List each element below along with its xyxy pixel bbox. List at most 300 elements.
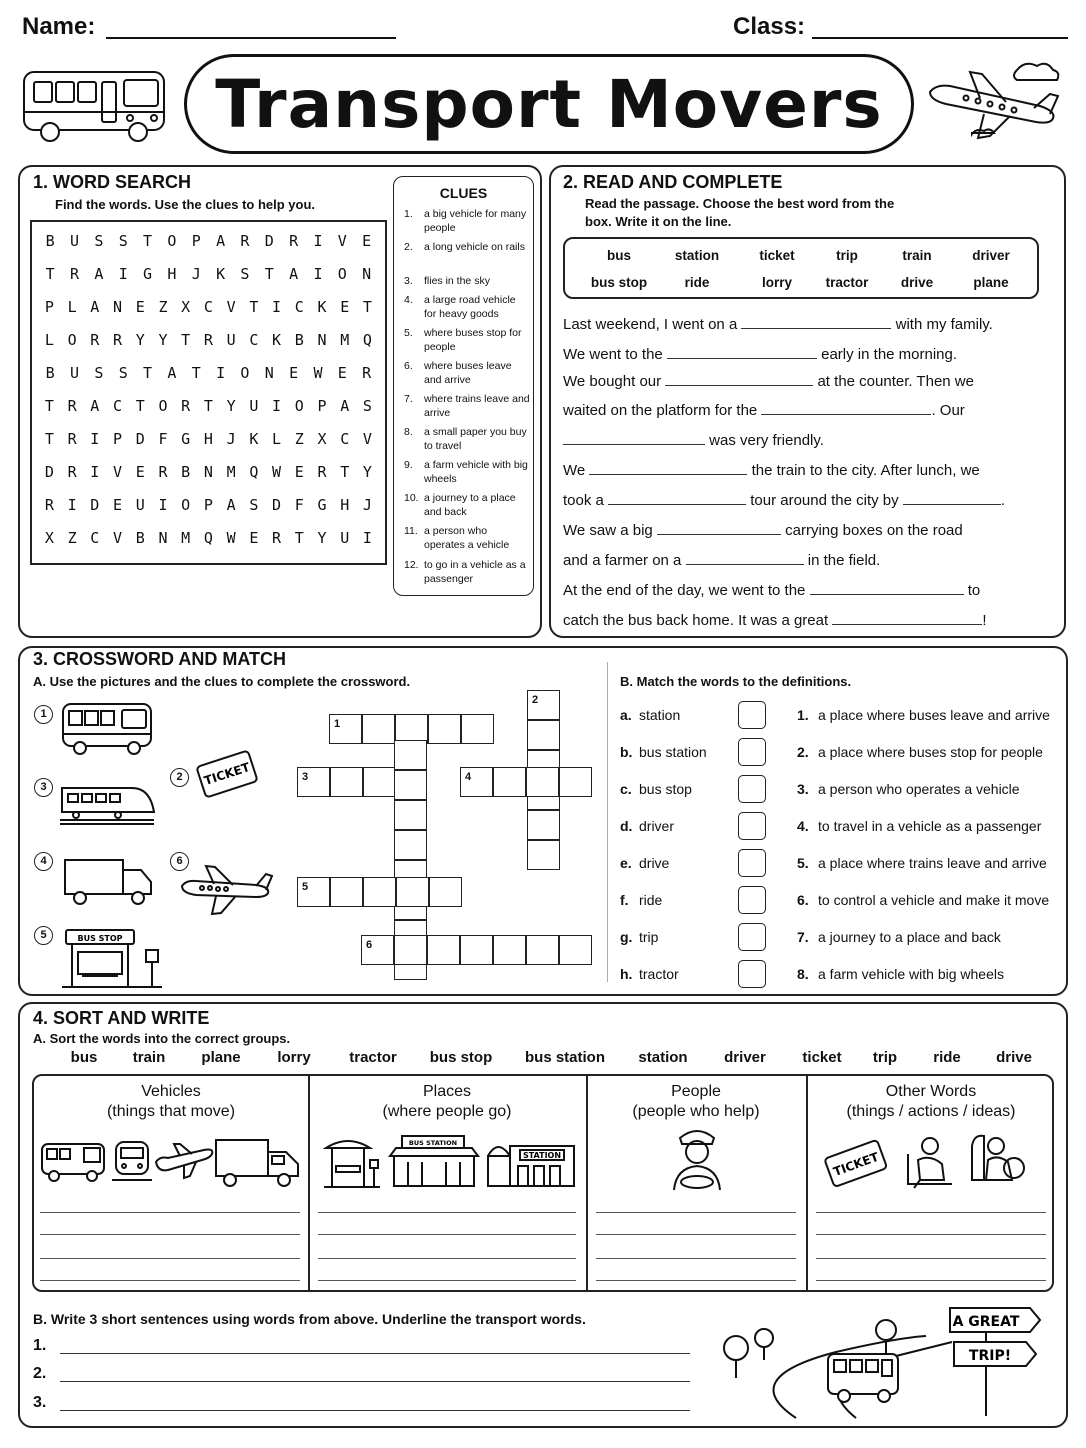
passage-line-10: [563, 581, 980, 599]
sort-word: bus stop: [429, 1049, 493, 1066]
word-search-letter[interactable]: E: [135, 298, 145, 316]
word-search-letter[interactable]: O: [158, 397, 168, 415]
clue-number: 4.: [404, 294, 413, 306]
word-search-letter[interactable]: I: [90, 463, 100, 481]
word-search-letter[interactable]: N: [317, 331, 327, 349]
crossword-cell[interactable]: [428, 714, 461, 744]
word-search-letter[interactable]: T: [143, 232, 153, 250]
writing-line[interactable]: [816, 1212, 1046, 1213]
word-search-letter[interactable]: I: [272, 298, 282, 316]
word-search-letter[interactable]: O: [240, 364, 250, 382]
word-search-letter[interactable]: N: [264, 364, 274, 382]
word-search-letter[interactable]: B: [294, 331, 304, 349]
word-search-letter[interactable]: I: [362, 529, 372, 547]
word-search-row: [32, 463, 385, 481]
word-search-letter[interactable]: V: [362, 430, 372, 448]
word-search-letter[interactable]: C: [294, 298, 304, 316]
word-search-letter[interactable]: I: [158, 496, 168, 514]
sort-word: bus: [70, 1049, 98, 1066]
match-word: bus station: [639, 744, 707, 760]
picture-number: 3: [34, 778, 53, 797]
word-search-letter[interactable]: Y: [158, 331, 168, 349]
ticket-icon: [824, 1138, 890, 1190]
blank[interactable]: [665, 372, 813, 386]
word-search-letter[interactable]: U: [70, 364, 80, 382]
word-search-letter[interactable]: F: [294, 496, 304, 514]
crossword-cell[interactable]: [362, 714, 395, 744]
word-search-letter[interactable]: A: [226, 496, 236, 514]
word-search-letter[interactable]: A: [90, 298, 100, 316]
crossword-cell[interactable]: [363, 877, 396, 907]
word-search-letter[interactable]: X: [317, 430, 327, 448]
crossword-cell[interactable]: [394, 770, 427, 800]
crossword-cell[interactable]: [394, 740, 427, 770]
word-box-item: station: [674, 248, 720, 263]
clue-item: [404, 207, 530, 235]
blank[interactable]: [810, 581, 964, 595]
sentence-number: 2.: [33, 1365, 47, 1382]
match-answer-box[interactable]: [738, 849, 766, 877]
word-search-letter[interactable]: N: [203, 463, 213, 481]
sentence-line-2[interactable]: [60, 1381, 690, 1382]
word-search-letter[interactable]: J: [362, 496, 372, 514]
blank[interactable]: [832, 611, 982, 625]
word-search-letter[interactable]: H: [340, 496, 350, 514]
word-search-letter[interactable]: S: [94, 364, 104, 382]
crossword-cell[interactable]: [330, 767, 363, 797]
match-answer-box[interactable]: [738, 886, 766, 914]
page-title: Transport Movers: [215, 65, 883, 143]
word-search-letter[interactable]: U: [340, 529, 350, 547]
match-definition: a farm vehicle with big wheels: [818, 966, 1004, 982]
passage-text: and a farmer on a: [563, 552, 682, 569]
picture-number: 1: [34, 705, 53, 724]
word-box-item: tractor: [825, 275, 869, 290]
word-search-letter[interactable]: E: [113, 496, 123, 514]
word-search-letter[interactable]: E: [135, 463, 145, 481]
crossword-cell[interactable]: [461, 714, 494, 744]
blank[interactable]: [903, 491, 1001, 505]
blank[interactable]: [657, 521, 781, 535]
word-search-letter[interactable]: I: [67, 496, 77, 514]
word-search-letter[interactable]: Z: [294, 430, 304, 448]
picture-number: 2: [170, 768, 189, 787]
word-search-letter[interactable]: R: [203, 331, 213, 349]
word-search-letter[interactable]: C: [90, 529, 100, 547]
sign-text-1: A GREAT: [952, 1314, 1020, 1330]
blank[interactable]: [686, 551, 804, 565]
word-search-row: [32, 496, 385, 514]
writing-line[interactable]: [40, 1258, 300, 1259]
word-search-letter[interactable]: B: [45, 364, 55, 382]
word-search-letter[interactable]: T: [44, 397, 54, 415]
word-search-row: [32, 529, 385, 547]
match-number: 7.: [797, 929, 809, 945]
passage-text: took a: [563, 492, 604, 509]
word-search-letter[interactable]: K: [216, 265, 226, 283]
word-box-item: plane: [973, 275, 1009, 290]
word-search-letter[interactable]: V: [226, 298, 236, 316]
clue-item: [404, 274, 530, 288]
column-title: Other Words: [885, 1083, 977, 1100]
match-answer-box[interactable]: [738, 701, 766, 729]
word-search-letter[interactable]: E: [289, 364, 299, 382]
word-search-letter[interactable]: T: [191, 364, 201, 382]
passage-line-9: [563, 551, 880, 569]
clue-item: [404, 425, 530, 453]
clue-number: 11.: [404, 525, 418, 537]
crossword-instructions: A. Use the pictures and the clues to complete the crossword.: [33, 674, 411, 689]
crossword-cell[interactable]: [363, 767, 396, 797]
word-search-letter[interactable]: P: [317, 397, 327, 415]
blank[interactable]: [741, 315, 891, 329]
word-search-letter[interactable]: L: [67, 298, 77, 316]
word-search-letter[interactable]: S: [118, 232, 128, 250]
clue-text: a journey to a place and back: [424, 492, 516, 518]
match-word: station: [639, 707, 681, 723]
word-search-letter[interactable]: L: [272, 430, 282, 448]
bus-icon: [40, 1140, 106, 1184]
word-search-letter[interactable]: R: [362, 364, 372, 382]
writing-line[interactable]: [318, 1234, 576, 1235]
sort-word: drive: [996, 1049, 1032, 1066]
sentence-line-1[interactable]: [60, 1353, 690, 1354]
word-search-letter[interactable]: O: [67, 331, 77, 349]
word-search-letter[interactable]: R: [90, 331, 100, 349]
word-search-letter[interactable]: S: [240, 265, 250, 283]
word-search-letter[interactable]: J: [226, 430, 236, 448]
word-search-letter[interactable]: C: [249, 331, 259, 349]
writing-line[interactable]: [40, 1212, 300, 1213]
passage-text: in the field.: [807, 552, 881, 569]
word-search-letter[interactable]: T: [135, 397, 145, 415]
word-search-letter[interactable]: K: [317, 298, 327, 316]
word-search-letter[interactable]: R: [181, 397, 191, 415]
word-search-letter[interactable]: D: [44, 463, 54, 481]
writing-line[interactable]: [596, 1212, 796, 1213]
word-search-letter[interactable]: O: [181, 496, 191, 514]
passage-line-3: [563, 372, 974, 390]
sort-word: trip: [872, 1049, 898, 1066]
crossword-cell[interactable]: [460, 935, 493, 965]
word-search-letter[interactable]: M: [340, 331, 350, 349]
writing-line[interactable]: [318, 1258, 576, 1259]
blank[interactable]: [608, 491, 746, 505]
word-search-letter[interactable]: T: [362, 298, 372, 316]
passage-text: We saw a big: [563, 522, 653, 539]
crossword-cell[interactable]: [527, 810, 560, 840]
name-field[interactable]: [106, 37, 396, 39]
crossword-cell[interactable]: [559, 767, 592, 797]
crossword-cell[interactable]: [396, 877, 429, 907]
word-search-letter[interactable]: Q: [203, 529, 213, 547]
sort-word: station: [638, 1049, 688, 1066]
crossword-cell[interactable]: [394, 935, 427, 965]
word-search-letter[interactable]: O: [167, 232, 177, 250]
word-search-letter[interactable]: N: [113, 298, 123, 316]
passenger-icon: [900, 1134, 956, 1190]
word-search-letter[interactable]: X: [44, 529, 54, 547]
word-search-letter[interactable]: T: [249, 298, 259, 316]
crossword-cell[interactable]: [559, 935, 592, 965]
word-search-letter[interactable]: V: [113, 529, 123, 547]
word-search-letter[interactable]: M: [181, 529, 191, 547]
blank[interactable]: [761, 401, 931, 415]
match-number: 5.: [797, 855, 809, 871]
word-search-letter[interactable]: R: [67, 430, 77, 448]
word-box: [563, 237, 1039, 299]
word-search-letter[interactable]: U: [70, 232, 80, 250]
sort-word: bus station: [524, 1049, 606, 1066]
word-search-letter[interactable]: V: [113, 463, 123, 481]
word-search-letter[interactable]: C: [203, 298, 213, 316]
word-search-letter[interactable]: R: [67, 463, 77, 481]
word-search-letter[interactable]: R: [240, 232, 250, 250]
word-search-letter[interactable]: G: [143, 265, 153, 283]
word-search-letter[interactable]: A: [340, 397, 350, 415]
word-search-letter[interactable]: U: [226, 331, 236, 349]
word-search-letter[interactable]: E: [294, 463, 304, 481]
word-search-letter[interactable]: O: [337, 265, 347, 283]
word-search-letter[interactable]: G: [181, 430, 191, 448]
passage-text: .: [1000, 492, 1005, 509]
word-search-letter[interactable]: P: [44, 298, 54, 316]
word-search-letter[interactable]: D: [264, 232, 274, 250]
name-label: Name:: [22, 13, 96, 40]
word-search-letter[interactable]: I: [313, 232, 323, 250]
word-search-letter[interactable]: K: [249, 430, 259, 448]
word-search-letter[interactable]: L: [44, 331, 54, 349]
passage-text: We bought our: [563, 373, 662, 390]
word-search-row: [32, 331, 385, 349]
lorry-icon: [62, 854, 156, 908]
word-search-grid[interactable]: [30, 220, 387, 565]
word-search-letter[interactable]: D: [90, 496, 100, 514]
word-search-letter[interactable]: Y: [317, 529, 327, 547]
word-search-letter[interactable]: N: [158, 529, 168, 547]
word-search-letter[interactable]: D: [272, 496, 282, 514]
word-search-letter[interactable]: T: [203, 397, 213, 415]
match-word: bus stop: [639, 781, 692, 797]
word-search-letter[interactable]: R: [272, 529, 282, 547]
match-answer-box[interactable]: [738, 923, 766, 951]
crossword-cell[interactable]: [427, 935, 460, 965]
passage-text: waited on the platform for the: [563, 402, 758, 419]
writing-line[interactable]: [318, 1212, 576, 1213]
match-answer-box[interactable]: [738, 960, 766, 988]
crossword-cell[interactable]: [526, 935, 559, 965]
word-search-letter[interactable]: M: [226, 463, 236, 481]
sentence-number: 3.: [33, 1394, 47, 1411]
class-label: Class:: [733, 13, 806, 40]
match-answer-box[interactable]: [738, 775, 766, 803]
sentence-line-3[interactable]: [60, 1410, 690, 1411]
word-search-letter[interactable]: V: [337, 232, 347, 250]
word-search-letter[interactable]: T: [264, 265, 274, 283]
writing-line[interactable]: [318, 1280, 576, 1281]
word-search-letter[interactable]: R: [158, 463, 168, 481]
writing-line[interactable]: [40, 1234, 300, 1235]
writing-line[interactable]: [816, 1234, 1046, 1235]
sort-word: ticket: [802, 1049, 842, 1066]
word-search-letter[interactable]: H: [203, 430, 213, 448]
word-search-letter[interactable]: P: [191, 232, 201, 250]
blank[interactable]: [589, 461, 747, 475]
clues-title: CLUES: [439, 185, 488, 201]
word-search-letter[interactable]: I: [272, 397, 282, 415]
word-search-letter[interactable]: E: [249, 529, 259, 547]
word-search-letter[interactable]: Z: [158, 298, 168, 316]
word-search-letter[interactable]: Y: [362, 463, 372, 481]
bus-stop-icon: [62, 926, 162, 990]
clue-number: 2.: [404, 241, 413, 253]
writing-line[interactable]: [816, 1280, 1046, 1281]
word-search-letter[interactable]: R: [70, 265, 80, 283]
word-search-letter[interactable]: A: [94, 265, 104, 283]
passage-text: the train to the city. After lunch, we: [751, 462, 980, 479]
train-icon: [110, 1138, 154, 1184]
word-search-letter[interactable]: B: [45, 232, 55, 250]
writing-line[interactable]: [816, 1258, 1046, 1259]
word-search-letter[interactable]: B: [135, 529, 145, 547]
word-search-letter[interactable]: I: [216, 364, 226, 382]
word-search-letter[interactable]: W: [272, 463, 282, 481]
word-search-letter[interactable]: X: [181, 298, 191, 316]
sign-text-2: TRIP!: [968, 1348, 1012, 1364]
word-search-letter[interactable]: E: [362, 232, 372, 250]
word-search-letter[interactable]: S: [362, 397, 372, 415]
crossword-cell[interactable]: [493, 935, 526, 965]
crossword-cell[interactable]: [394, 800, 427, 830]
word-search-letter[interactable]: I: [90, 430, 100, 448]
writing-line[interactable]: [596, 1280, 796, 1281]
word-search-letter[interactable]: Y: [226, 397, 236, 415]
clue-item: [404, 392, 530, 420]
word-search-letter[interactable]: U: [135, 496, 145, 514]
word-search-letter[interactable]: H: [167, 265, 177, 283]
word-search-letter[interactable]: Q: [362, 331, 372, 349]
word-search-letter[interactable]: A: [216, 232, 226, 250]
passage-text: tour around the city by: [750, 492, 899, 509]
match-definition: a place where trains leave and arrive: [818, 855, 1047, 871]
word-search-letter[interactable]: S: [249, 496, 259, 514]
match-letter: a.: [620, 707, 632, 723]
word-search-letter[interactable]: A: [90, 397, 100, 415]
crossword-cell[interactable]: [493, 767, 526, 797]
word-search-letter[interactable]: T: [44, 430, 54, 448]
passage-text: with my family.: [895, 316, 993, 333]
class-field[interactable]: [812, 37, 1068, 39]
word-search-letter[interactable]: R: [67, 397, 77, 415]
word-search-letter[interactable]: R: [44, 496, 54, 514]
word-search-letter[interactable]: T: [181, 331, 191, 349]
word-search-letter[interactable]: A: [289, 265, 299, 283]
word-search-letter[interactable]: F: [158, 430, 168, 448]
blank[interactable]: [667, 345, 817, 359]
word-search-letter[interactable]: J: [191, 265, 201, 283]
word-search-letter[interactable]: T: [294, 529, 304, 547]
crossword-cell[interactable]: [330, 877, 363, 907]
clue-number: 8.: [404, 426, 413, 438]
crossword-cell[interactable]: [527, 720, 560, 750]
column-subtitle: (where people go): [382, 1103, 512, 1120]
writing-line[interactable]: [40, 1280, 300, 1281]
column-title: Places: [422, 1083, 472, 1100]
word-search-letter[interactable]: B: [181, 463, 191, 481]
word-search-letter[interactable]: T: [340, 463, 350, 481]
word-search-letter[interactable]: I: [313, 265, 323, 283]
driving-icon: [966, 1130, 1030, 1192]
match-number: 2.: [797, 744, 809, 760]
crossword-cell[interactable]: [527, 840, 560, 870]
word-search-letter[interactable]: R: [317, 463, 327, 481]
match-letter: h.: [620, 966, 633, 982]
word-search-letter[interactable]: A: [167, 364, 177, 382]
crossword-cell[interactable]: [429, 877, 462, 907]
plane-icon: [922, 58, 1072, 148]
word-search-letter[interactable]: U: [249, 397, 259, 415]
word-search-letter[interactable]: I: [118, 265, 128, 283]
word-search-letter[interactable]: R: [113, 331, 123, 349]
word-search-letter[interactable]: W: [313, 364, 323, 382]
road-scene-illustration: [706, 1300, 1056, 1420]
word-search-letter[interactable]: E: [337, 364, 347, 382]
passage-text: early in the morning.: [821, 346, 958, 363]
word-search-letter[interactable]: T: [45, 265, 55, 283]
word-search-letter[interactable]: D: [135, 430, 145, 448]
word-search-letter[interactable]: N: [362, 265, 372, 283]
word-box-item: drive: [900, 275, 934, 290]
word-search-letter[interactable]: T: [143, 364, 153, 382]
word-search-letter[interactable]: W: [226, 529, 236, 547]
word-search-letter[interactable]: G: [317, 496, 327, 514]
read-complete-heading: 2. READ AND COMPLETE: [563, 172, 783, 192]
clue-text: a farm vehicle with big wheels: [424, 459, 528, 485]
writing-line[interactable]: [596, 1258, 796, 1259]
match-number: 3.: [797, 781, 809, 797]
word-search-letter[interactable]: P: [113, 430, 123, 448]
clue-text: a long vehicle on rails: [424, 241, 525, 253]
blank[interactable]: [563, 431, 705, 445]
word-search-letter[interactable]: P: [203, 496, 213, 514]
crossword-cell[interactable]: [394, 830, 427, 860]
clue-text: to go in a vehicle as a passenger: [424, 559, 526, 585]
word-search-letter[interactable]: S: [94, 232, 104, 250]
plane-icon: [178, 862, 274, 918]
word-search-letter[interactable]: Y: [135, 331, 145, 349]
word-box-item: bus stop: [590, 275, 648, 290]
crossword-cell[interactable]: [526, 767, 559, 797]
word-search-letter[interactable]: C: [113, 397, 123, 415]
match-word: ride: [639, 892, 663, 908]
word-search-letter[interactable]: R: [289, 232, 299, 250]
writing-line[interactable]: [596, 1234, 796, 1235]
word-search-letter[interactable]: K: [272, 331, 282, 349]
column-subtitle: (things / actions / ideas): [846, 1103, 1016, 1120]
passage-line-5: [563, 431, 824, 449]
word-search-letter[interactable]: Z: [67, 529, 77, 547]
word-search-letter[interactable]: S: [118, 364, 128, 382]
match-answer-box[interactable]: [738, 812, 766, 840]
word-box-item: train: [902, 248, 932, 263]
match-answer-box[interactable]: [738, 738, 766, 766]
match-letter: b.: [620, 744, 633, 760]
word-search-letter[interactable]: O: [294, 397, 304, 415]
word-search-letter[interactable]: Q: [249, 463, 259, 481]
word-search-letter[interactable]: E: [340, 298, 350, 316]
word-search-letter[interactable]: C: [340, 430, 350, 448]
word-search-row: [32, 397, 385, 415]
